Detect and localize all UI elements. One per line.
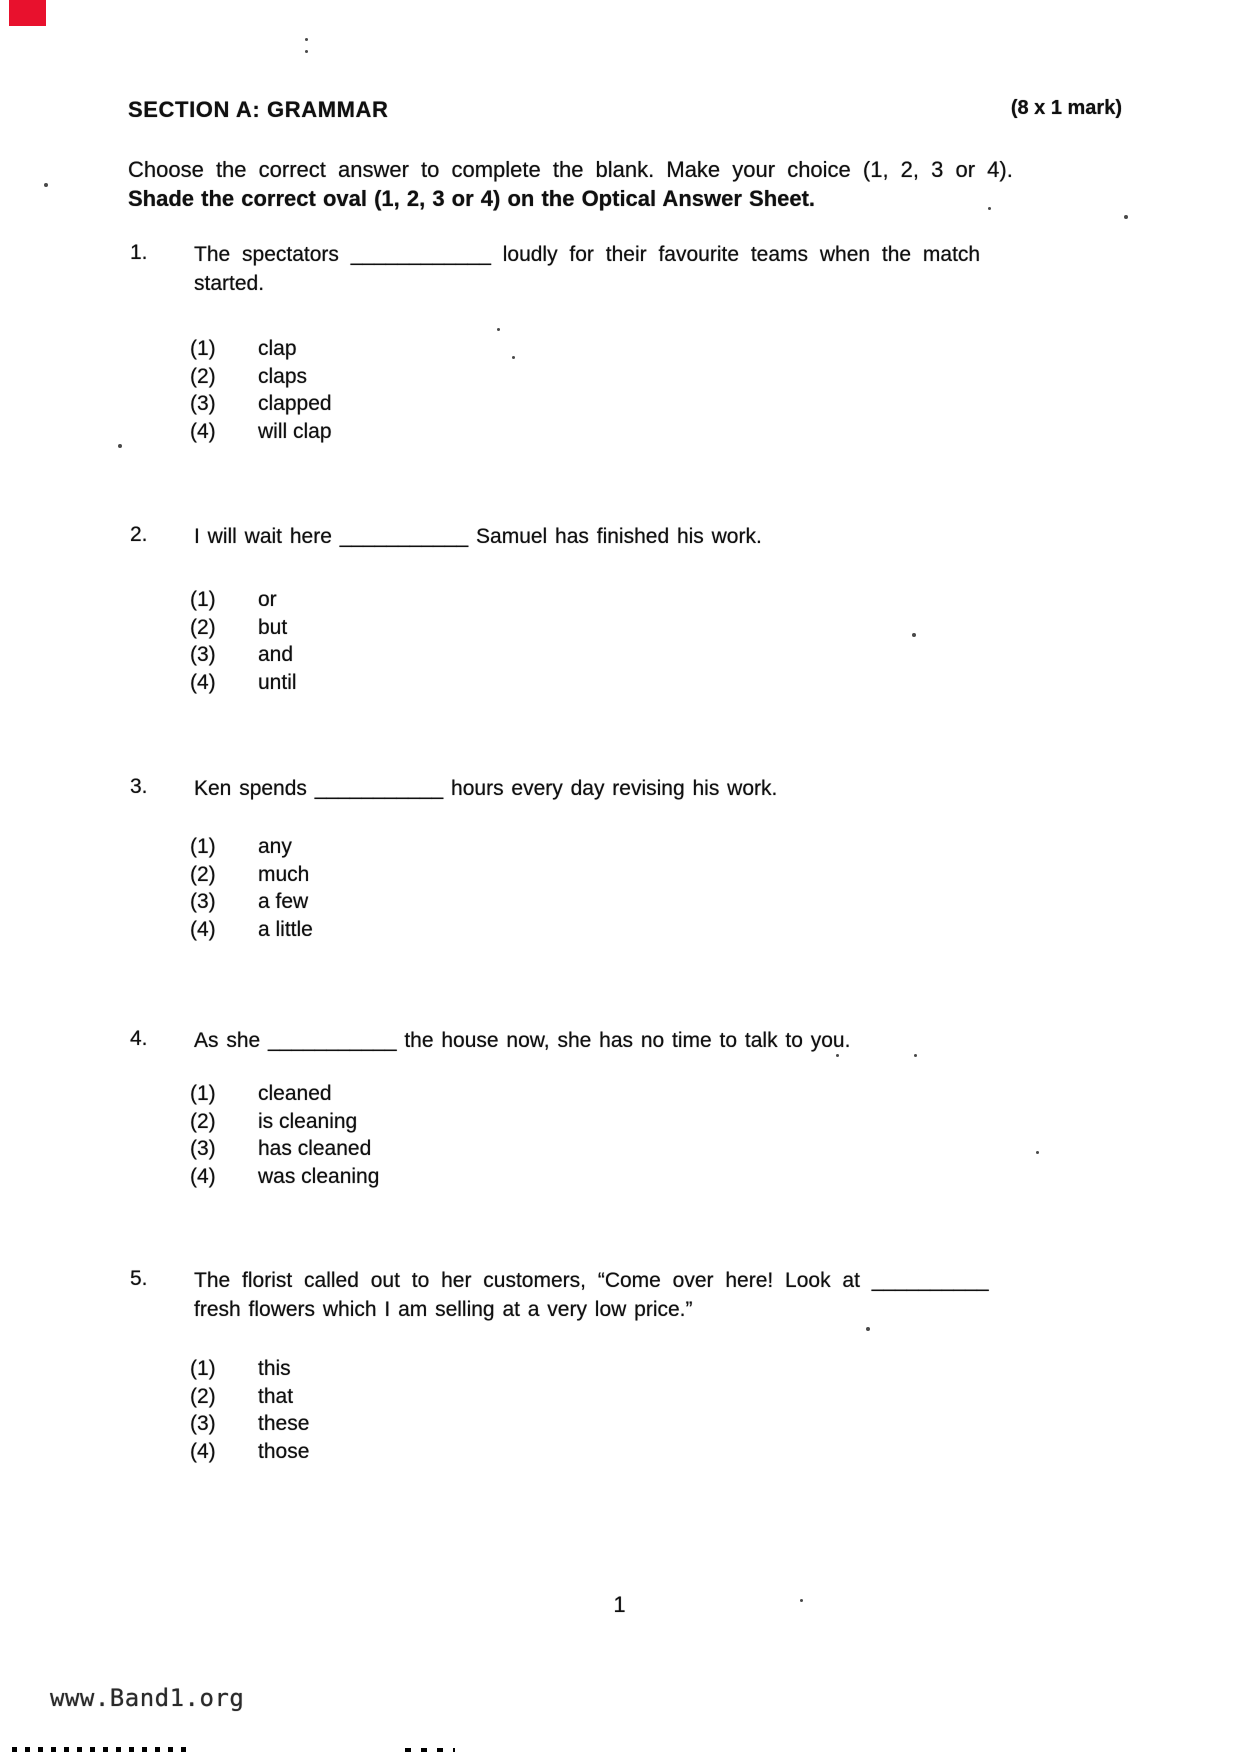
option-label: clapped bbox=[258, 392, 332, 415]
section-header bbox=[128, 97, 1122, 123]
question-number: 4. bbox=[130, 1027, 148, 1050]
option-row bbox=[190, 1355, 309, 1383]
option-number: (4) bbox=[190, 1439, 216, 1463]
option-number: (3) bbox=[190, 1137, 216, 1160]
option-row bbox=[190, 888, 313, 916]
question-number: 5. bbox=[130, 1267, 148, 1290]
question-text-line: fresh flowers which I am selling at a very low price.” bbox=[194, 1298, 693, 1321]
instructions bbox=[128, 155, 1124, 213]
question-number: 3. bbox=[130, 775, 148, 798]
option-label: this bbox=[258, 1357, 291, 1380]
question-number: 1. bbox=[130, 241, 148, 264]
scan-speck bbox=[305, 38, 308, 41]
options-list bbox=[190, 833, 313, 943]
option-label: clap bbox=[258, 337, 297, 360]
option-row bbox=[190, 916, 313, 944]
option-number: (3) bbox=[190, 890, 216, 913]
watermark: www.Band1.org bbox=[50, 1684, 245, 1712]
option-row bbox=[190, 363, 332, 391]
option-label: cleaned bbox=[258, 1082, 332, 1105]
option-row bbox=[190, 586, 297, 614]
option-number: (4) bbox=[190, 917, 216, 941]
option-label: a few bbox=[258, 890, 309, 913]
question-4 bbox=[128, 1026, 1132, 1188]
option-label: claps bbox=[258, 364, 308, 388]
option-label: those bbox=[258, 1439, 310, 1463]
option-number: (1) bbox=[190, 835, 216, 858]
question-text bbox=[194, 240, 1132, 298]
option-row bbox=[190, 833, 313, 861]
option-row bbox=[190, 1383, 309, 1411]
option-label: was cleaning bbox=[258, 1164, 380, 1188]
bottom-artifact bbox=[12, 1747, 190, 1752]
page-number: 1 bbox=[613, 1592, 626, 1617]
option-label: until bbox=[258, 670, 297, 694]
option-row bbox=[190, 1438, 309, 1466]
option-number: (1) bbox=[190, 588, 216, 611]
question-text-line: The spectators ____________ loudly for their favourite teams when the match bbox=[194, 243, 981, 266]
option-row bbox=[190, 1135, 379, 1163]
option-label: has cleaned bbox=[258, 1137, 372, 1160]
question-2 bbox=[128, 522, 1132, 694]
option-row bbox=[190, 641, 297, 669]
scan-speck bbox=[44, 183, 48, 187]
option-number: (4) bbox=[190, 419, 216, 443]
marks-label: (8 x 1 mark) bbox=[1010, 97, 1122, 119]
option-label: these bbox=[258, 1412, 310, 1435]
option-row bbox=[190, 614, 297, 642]
bottom-artifact bbox=[405, 1748, 455, 1752]
question-text-line: started. bbox=[194, 272, 265, 295]
instruction-line-2: Shade the correct oval (1, 2, 3 or 4) on the Optical Answer Sheet. bbox=[128, 186, 816, 211]
scan-speck bbox=[800, 1599, 803, 1602]
option-row bbox=[190, 390, 332, 418]
question-text-line: The florist called out to her customers, “Come over here! Look at __________ bbox=[194, 1269, 989, 1292]
option-number: (2) bbox=[190, 364, 216, 388]
section-title: SECTION A: GRAMMAR bbox=[128, 97, 389, 122]
scan-speck bbox=[497, 328, 500, 331]
option-label: is cleaning bbox=[258, 1109, 358, 1133]
question-text bbox=[194, 1266, 1132, 1324]
option-row bbox=[190, 861, 313, 889]
instruction-line-1: Choose the correct answer to complete the blank. Make your choice (1, 2, 3 or 4). bbox=[128, 157, 1013, 182]
options-list bbox=[190, 1080, 379, 1190]
question-number: 2. bbox=[130, 523, 148, 546]
option-number: (1) bbox=[190, 1357, 216, 1380]
scan-speck bbox=[988, 207, 991, 210]
option-label: but bbox=[258, 615, 288, 639]
option-number: (1) bbox=[190, 1082, 216, 1105]
scan-speck bbox=[118, 444, 122, 448]
question-text-line: I will wait here ___________ Samuel has finished his work. bbox=[194, 525, 762, 548]
option-row bbox=[190, 1410, 309, 1438]
question-3 bbox=[128, 774, 1132, 941]
option-number: (3) bbox=[190, 643, 216, 666]
option-number: (4) bbox=[190, 1164, 216, 1188]
option-row bbox=[190, 669, 297, 697]
option-label: will clap bbox=[258, 419, 332, 443]
option-number: (1) bbox=[190, 337, 216, 360]
question-text bbox=[194, 774, 1132, 803]
scan-speck bbox=[305, 50, 308, 53]
question-text bbox=[194, 522, 1132, 551]
scan-speck bbox=[1036, 1151, 1039, 1154]
option-number: (4) bbox=[190, 670, 216, 694]
scan-speck bbox=[512, 356, 515, 359]
options-list bbox=[190, 1355, 309, 1465]
option-number: (2) bbox=[190, 615, 216, 639]
option-number: (3) bbox=[190, 392, 216, 415]
option-label: any bbox=[258, 835, 292, 858]
option-row bbox=[190, 1163, 379, 1191]
option-label: much bbox=[258, 862, 310, 886]
option-number: (2) bbox=[190, 1109, 216, 1133]
option-row bbox=[190, 335, 332, 363]
options-list bbox=[190, 586, 297, 696]
question-1 bbox=[128, 240, 1132, 443]
option-number: (3) bbox=[190, 1412, 216, 1435]
option-label: and bbox=[258, 643, 294, 666]
question-text-line: As she ___________ the house now, she has no time to talk to you. bbox=[194, 1029, 851, 1052]
option-row bbox=[190, 1108, 379, 1136]
scan-speck bbox=[912, 633, 916, 637]
question-5 bbox=[128, 1266, 1132, 1463]
option-number: (2) bbox=[190, 1384, 216, 1408]
option-row bbox=[190, 1080, 379, 1108]
option-label: a little bbox=[258, 917, 313, 941]
option-row bbox=[190, 418, 332, 446]
red-corner-mark bbox=[9, 0, 46, 26]
option-label: that bbox=[258, 1384, 294, 1408]
option-label: or bbox=[258, 588, 277, 611]
question-text bbox=[194, 1026, 1132, 1055]
option-number: (2) bbox=[190, 862, 216, 886]
scan-speck bbox=[1124, 215, 1128, 219]
options-list bbox=[190, 335, 332, 445]
question-text-line: Ken spends ___________ hours every day revising his work. bbox=[194, 777, 778, 800]
scan-speck bbox=[836, 1054, 839, 1057]
scan-speck bbox=[914, 1054, 917, 1057]
scan-speck bbox=[866, 1327, 870, 1331]
